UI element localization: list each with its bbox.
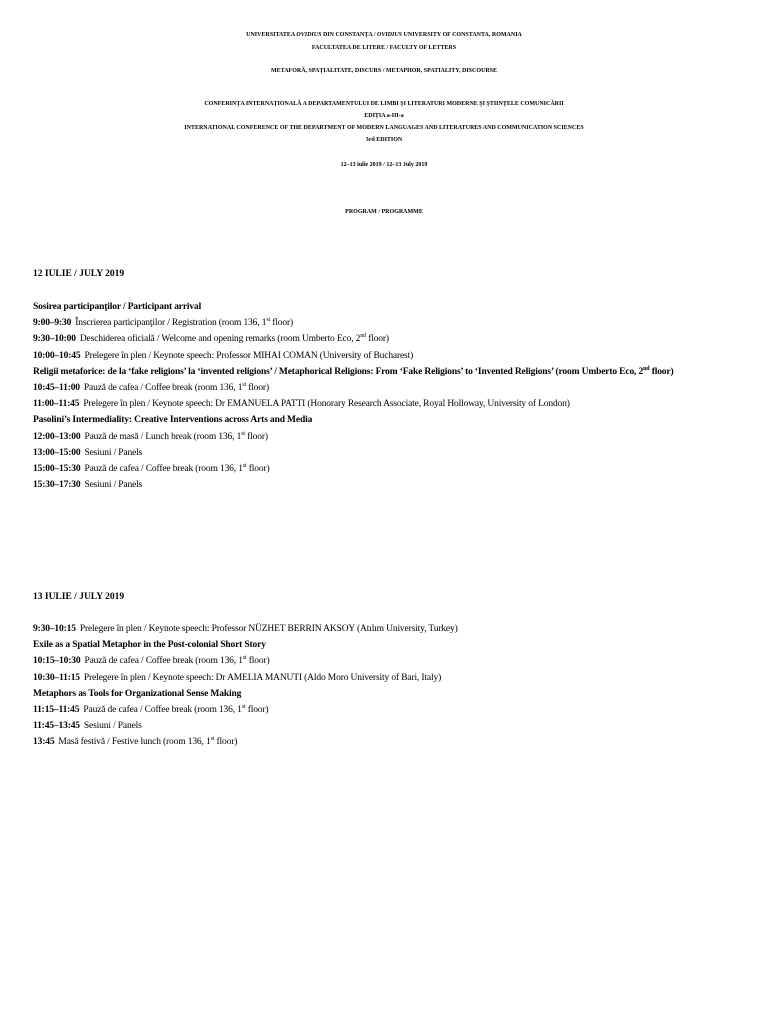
schedule-time: 13:45 [33,737,55,748]
schedule-text: Prelegere în plen / Keynote speech: Professor MIHAI COMAN (University of Bucharest) [84,350,414,361]
schedule-text-tail: floor) [246,383,269,393]
schedule-text: Pauză de cafea / Coffee break (room 136, 1 [83,383,243,393]
schedule-text: Sesiuni / Panels [83,721,142,732]
schedule-time: 13:00–15:00 [33,447,81,458]
floor-ordinal: st [242,382,246,388]
day2-item [33,673,441,687]
schedule-text-tail: floor) [649,366,674,377]
schedule-time: 15:30–17:30 [33,480,81,491]
day2-item [33,624,458,638]
main-title: METAFORĂ, SPAŢIALITATE, DISCURS / METAPHOR, SPATIALITY, DISCOURSE [270,68,498,74]
day1-item [33,399,570,413]
university-line [0,32,768,38]
schedule-text: Masă festivă / Festive lunch (room 136, 1 [58,737,211,748]
schedule-text: Pauză de masă / Lunch break (room 136, 1 [84,431,242,442]
university-italic-1: OVIDIUS [296,32,322,38]
program-heading: PROGRAM / PROGRAMME [345,209,423,215]
floor-ordinal: st [241,704,246,710]
edition-ro: EDIŢIA a-III-a [364,113,404,119]
day1-item [33,302,201,316]
university-pre: UNIVERSITATEA [246,32,297,38]
university-italic-2: OVIDIUS [377,32,403,38]
schedule-text: Înscrierea participanţilor / Registration (room 136, 1 [75,318,267,329]
schedule-time: 10:15–10:30 [33,656,81,667]
conference-dates: 12–13 iulie 2019 / 12–13 July 2019 [340,162,428,168]
schedule-text: Pauză de cafea / Coffee break (room 136, 1 [84,656,243,667]
schedule-text: Prelegere în plen / Keynote speech: Dr EMANUELA PATTI (Honorary Research Associate, Royal Holloway, University of London) [83,399,570,410]
schedule-text: Deschiderea oficială / Welcome and opening remarks (room Umberto Eco, 2 [79,334,361,345]
schedule-text: Sesiuni / Panels [84,447,143,458]
university-post: UNIVERSITY OF CONSTANTA, ROMANIA [402,32,522,38]
schedule-text: Sosirea participanţilor / Participant arrival [33,302,202,312]
conference-title-ro: CONFERINŢA INTERNAŢIONALĂ A DEPARTAMENTULUI DE LIMBI ŞI LITERATURI MODERNE ŞI ŞTIINŢELE COMUNICĂRII [204,101,564,107]
day1-item [33,334,389,348]
schedule-text: Religii metaforice: de la ‘fake religions’ la ‘invented religions’ / Metaphorical Religions: From ‘Fake Religions’ to ‘Invented Religions’ (room Umberto Eco, 2 [33,366,644,377]
day2-item [33,705,268,719]
day1-item [33,464,270,478]
floor-ordinal: st [242,463,247,469]
schedule-time: 9:30–10:00 [33,334,76,345]
university-mid: DIN CONSTANŢA / [321,32,378,38]
schedule-time: 9:30–10:15 [33,624,76,634]
schedule-text: Sesiuni / Panels [84,480,143,491]
schedule-text-tail: floor) [246,656,270,667]
schedule-text-tail: floor) [270,318,293,329]
schedule-text-tail: floor) [246,464,270,474]
schedule-time: 9:00–9:30 [33,318,72,329]
schedule-time: 10:00–10:45 [33,350,81,361]
schedule-text-tail: floor) [245,705,269,715]
floor-ordinal: st [241,430,245,437]
schedule-time: 11:15–11:45 [33,705,80,715]
day1-item [33,480,142,494]
day1-item [33,318,293,332]
floor-ordinal: st [210,736,215,743]
day2-heading: 13 IULIE / JULY 2019 [33,592,125,602]
day1-item [33,351,413,365]
conference-title-en: INTERNATIONAL CONFERENCE OF THE DEPARTMENT OF MODERN LANGUAGES AND LITERATURES AND COMMUNICATION SCIENCES [184,125,584,131]
floor-ordinal: nd [643,365,650,372]
schedule-text-tail: floor) [244,431,268,442]
schedule-time: 11:45–13:45 [33,721,80,732]
schedule-text: Pasolini’s Intermediality: Creative Interventions across Arts and Media [33,415,313,426]
day2-item [33,721,142,735]
day1-item [33,415,312,429]
floor-ordinal: nd [360,333,366,340]
day2-item [33,640,266,654]
day1-item [33,448,142,462]
schedule-time: 15:00–15:30 [33,464,81,474]
schedule-text: Exile as a Spatial Metaphor in the Post-colonial Short Story [33,640,266,651]
floor-ordinal: st [266,317,271,324]
schedule-time: 11:00–11:45 [33,399,80,410]
day2-item [33,689,241,703]
day1-item [33,367,673,381]
schedule-text-tail: floor) [365,334,389,345]
schedule-time: 12:00–13:00 [33,431,81,442]
day2-item [33,656,270,670]
day1-heading: 12 IULIE / JULY 2019 [33,269,125,279]
schedule-time: 10:30–11:15 [33,672,80,683]
day2-item [33,737,237,751]
schedule-text: Metaphors as Tools for Organizational Sense Making [33,688,242,699]
faculty-line: FACULTATEA DE LITERE / FACULTY OF LETTERS [311,45,457,51]
schedule-text: Pauză de cafea / Coffee break (room 136, 1 [83,705,242,715]
schedule-text: Prelegere în plen / Keynote speech: Professor NÜZHET BERRIN AKSOY (Atılım University, Turkey) [79,624,458,634]
day1-item [33,383,269,397]
schedule-text-tail: floor) [214,737,238,748]
schedule-text: Prelegere în plen / Keynote speech: Dr AMELIA MANUTI (Aldo Moro University of Bari, Italy) [83,672,442,683]
floor-ordinal: st [242,655,247,662]
edition-en: 3rd EDITION [365,137,403,143]
schedule-text: Pauză de cafea / Coffee break (room 136, 1 [84,464,243,474]
schedule-time: 10:45–11:00 [33,383,80,393]
day1-item [33,432,268,446]
